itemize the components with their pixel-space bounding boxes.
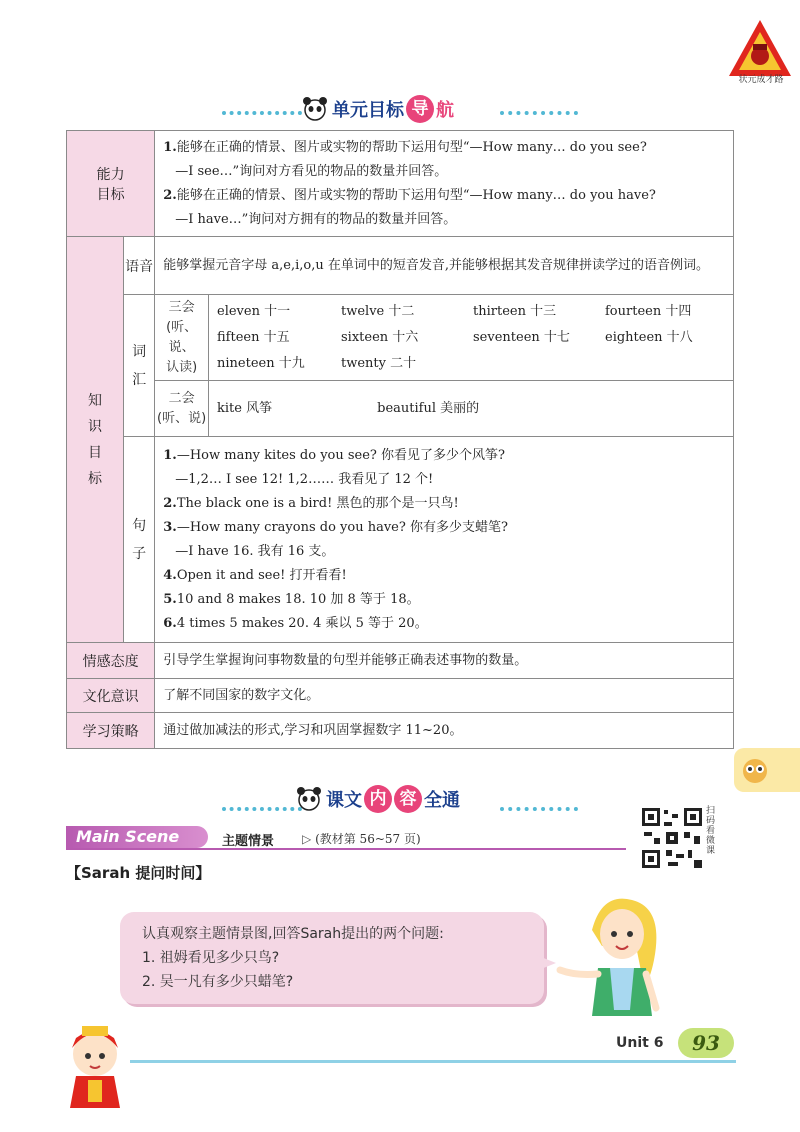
title-circle-char: 导 [406,95,434,123]
title-circle-char: 容 [394,785,422,813]
label-vocab [124,295,155,437]
skill-note: (听、说、 [166,319,198,355]
label-text: 目标 [96,186,125,203]
skill-level: 二会 [168,390,195,406]
label-knowledge [67,237,124,643]
label-three-skills [155,295,209,381]
sentence-text: The black one is a bird! 黑色的那个是一只鸟! [176,495,459,511]
footer-line [130,1060,736,1063]
qr-caption: 扫码看微课 [706,806,716,856]
label-emotion: 情感态度 [67,643,155,679]
qr-code-icon[interactable] [640,806,704,870]
label-sentences [124,437,155,643]
skill-level: 三会 [168,299,195,315]
label-char: 词 [132,343,147,360]
vocab-word: eleven 十一 [217,303,291,319]
unit-goals-table [66,130,734,749]
label-char: 标 [88,470,103,487]
sentence-line [163,468,725,492]
section-header-goals [302,92,454,126]
sentence-text: —How many kites do you see? 你看见了多少个风筝? [176,447,506,463]
side-tab [734,748,800,792]
bubble-question-2: 2. 吴一凡有多少只蜡笔? [142,974,294,990]
ability-item-2-cont: —I have…”询问对方拥有的物品的数量并回答。 [175,211,457,227]
panda-icon [302,96,328,122]
vocab-word: fourteen 十四 [605,303,692,319]
main-scene-badge: Main Scene [66,826,208,848]
row-emotion [67,643,734,679]
item-number: 6. [163,615,177,631]
sentence-text: Open it and see! 打开看看! [176,567,347,583]
owl-icon [740,755,770,785]
strategy-content: 通过做加减法的形式,学习和巩固掌握数字 11~20。 [155,713,734,749]
header-dots-right [500,111,578,119]
page-number: 93 [678,1028,734,1058]
vocab-word: sixteen 十六 [341,329,419,345]
bubble-question-1: 1. 祖姆看见多少只鸟? [142,950,280,966]
label-char: 识 [88,418,103,435]
title-part-end: 全通 [424,790,460,811]
textbook-page-ref [302,830,421,847]
vocab-word: kite 风筝 [217,400,273,416]
sentences-content [155,437,734,643]
sarah-character-illustration [552,890,680,1018]
item-number: 5. [163,591,177,607]
section-title [332,95,454,123]
label-strategy: 学习策略 [67,713,155,749]
ability-item-1-cont: —I see…”询问对方看见的物品的数量并回答。 [175,163,448,179]
title-part: 课文 [326,790,362,811]
main-scene-title: 主题情景 [222,834,275,849]
skill-note: 认读) [166,359,198,375]
vocab-word: fifteen 十五 [217,329,290,345]
play-arrow-icon: ▷ [302,832,312,846]
item-number: 3. [163,519,177,535]
sentence-text: —How many crayons do you have? 你有多少支蜡笔? [176,519,508,535]
section-title [326,785,460,813]
header-dots-left [222,807,302,815]
item-number: 1. [163,139,177,155]
item-number: 2. [163,495,177,511]
question-bubble [120,912,544,1004]
label-text: 能力 [96,166,125,183]
sarah-section-tag: 【Sarah 提问时间】 [66,864,211,882]
sentence-line [163,444,725,468]
row-vocab-three [67,295,734,381]
sentence-text: 4 times 5 makes 20. 4 乘以 5 等于 20。 [176,615,428,631]
row-vocab-two [67,381,734,437]
culture-content: 了解不同国家的数字文化。 [155,679,734,713]
label-ability [67,131,155,237]
row-strategy [67,713,734,749]
phonetics-content: 能够掌握元音字母 a,e,i,o,u 在单词中的短音发音,并能够根据其发音规律拼读学过的语音例词。 [155,237,734,295]
label-culture: 文化意识 [67,679,155,713]
vocab-three-words [209,295,734,381]
vocab-word: twelve 十二 [341,303,415,319]
title-part: 单元目标 [332,100,404,121]
title-circle-char: 内 [364,785,392,813]
sentence-text: —I have 16. 我有 16 支。 [175,543,335,559]
sentence-line [163,612,725,636]
vocab-word: beautiful 美丽的 [377,400,480,416]
sentence-line [163,516,725,540]
row-culture [67,679,734,713]
row-phonetics [67,237,734,295]
item-number: 1. [163,447,177,463]
vocab-two-words [209,381,734,437]
sentence-line [163,540,725,564]
bubble-instruction: 认真观察主题情景图,回答Sarah提出的两个问题: [142,926,444,942]
sentence-line [163,564,725,588]
row-sentences [67,437,734,643]
label-char: 知 [88,392,103,409]
label-phonetics: 语音 [124,237,155,295]
mascot-character-illustration [52,1018,138,1110]
section-header-content [296,782,460,816]
vocab-word: seventeen 十七 [473,329,570,345]
item-number: 2. [163,187,177,203]
ability-item-2: 能够在正确的情景、图片或实物的帮助下运用句型“—How many… do you have? [176,187,656,203]
page-ref-text: (教材第 56~57 页) [315,832,421,846]
label-char: 目 [88,444,103,461]
sentence-text: —1,2… I see 12! 1,2…… 我看见了 12 个! [175,471,434,487]
vocab-word: eighteen 十八 [605,329,693,345]
label-char: 句 [132,517,147,534]
label-char: 子 [132,545,147,562]
item-number: 4. [163,567,177,583]
sentence-text: 10 and 8 makes 18. 10 加 8 等于 18。 [176,591,420,607]
vocab-word: twenty 二十 [341,355,417,371]
vocab-word: nineteen 十九 [217,355,305,371]
vocab-word: thirteen 十三 [473,303,557,319]
header-dots-right [500,807,578,815]
header-dots-left [222,111,302,119]
skill-note: (听、说) [157,410,207,426]
panda-icon [296,786,322,812]
row-ability [67,131,734,237]
label-two-skills [155,381,209,437]
title-part-end: 航 [436,100,454,121]
emotion-content: 引导学生掌握询问事物数量的句型并能够正确表述事物的数量。 [155,643,734,679]
main-scene-underline [66,848,626,850]
label-char: 汇 [132,371,147,388]
ability-content [155,131,734,237]
ability-item-1: 能够在正确的情景、图片或实物的帮助下运用句型“—How many… do you see? [176,139,647,155]
sentence-line [163,492,725,516]
brand-logo-text: 状元成才路 [738,75,784,85]
unit-label: Unit 6 [616,1035,664,1051]
sentence-line [163,588,725,612]
